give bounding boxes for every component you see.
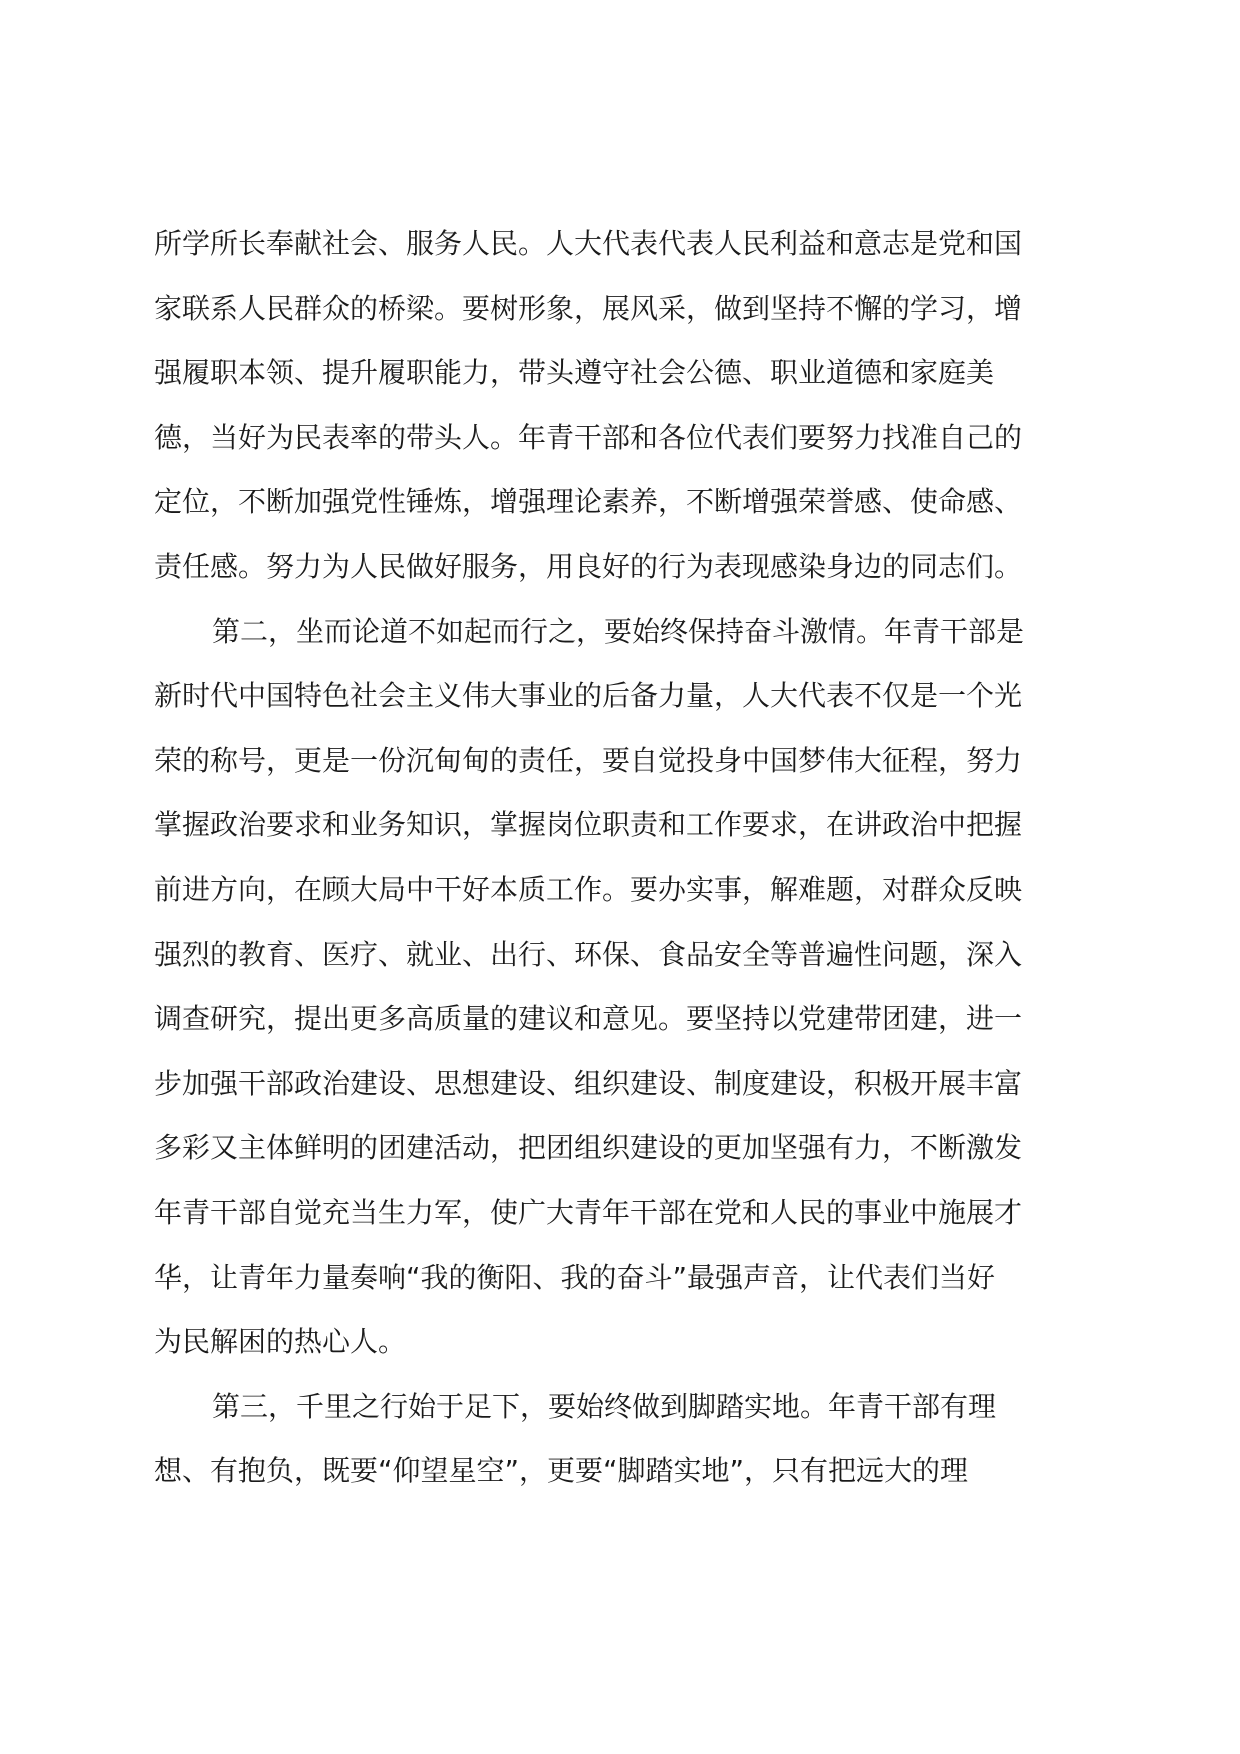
text-line: 所学所长奉献社会、服务人民。人大代表代表人民利益和意志是党和国 (154, 227, 1023, 260)
body-text (154, 212, 1064, 1504)
text-line: 强履职本领、提升履职能力，带头遵守社会公德、职业道德和家庭美 (154, 356, 995, 390)
text-line: 新时代中国特色社会主义伟大事业的后备力量，人大代表不仅是一个光 (154, 679, 1023, 713)
text-line: 责任感。努力为人民做好服务，用良好的行为表现感染身边的同志们。 (154, 549, 1023, 583)
text-line: 定位，不断加强党性锤炼，增强理论素养，不断增强荣誉感、使命感、 (154, 485, 1023, 519)
text-line: 家联系人民群众的桥梁。要树形象，展风采，做到坚持不懈的学习，增 (154, 291, 1023, 325)
text-line: 为民解困的热心人。 (154, 1325, 407, 1359)
text-line: 想、有抱负，既要“仰望星空”，更要“脚踏实地”，只有把远大的理 (154, 1454, 969, 1488)
text-line: 荣的称号，更是一份沉甸甸的责任，要自觉投身中国梦伟大征程，努力 (154, 743, 1023, 777)
text-line: 多彩又主体鲜明的团建活动，把团组织建设的更加坚强有力，不断激发 (154, 1131, 1023, 1165)
text-line: 掌握政治要求和业务知识，掌握岗位职责和工作要求，在讲政治中把握 (154, 808, 1023, 842)
text-line: 年青干部自觉充当生力军，使广大青年干部在党和人民的事业中施展才 (154, 1195, 1023, 1229)
text-line: 第二，坐而论道不如起而行之，要始终保持奋斗激情。年青干部是 (212, 614, 1025, 648)
text-line: 德，当好为民表率的带头人。年青干部和各位代表们要努力找准自己的 (154, 420, 1023, 454)
text-line: 华，让青年力量奏响“我的衡阳、我的奋斗”最强声音，让代表们当好 (154, 1260, 996, 1294)
text-line: 调查研究，提出更多高质量的建议和意见。要坚持以党建带团建，进一 (154, 1002, 1023, 1036)
text-line: 步加强干部政治建设、思想建设、组织建设、制度建设，积极开展丰富 (154, 1066, 1023, 1100)
text-line: 强烈的教育、医疗、就业、出行、环保、食品安全等普遍性问题，深入 (154, 937, 1023, 971)
text-line: 前进方向，在顾大局中干好本质工作。要办实事，解难题，对群众反映 (154, 872, 1023, 906)
text-line: 第三，千里之行始于足下，要始终做到脚踏实地。年青干部有理 (212, 1389, 997, 1423)
